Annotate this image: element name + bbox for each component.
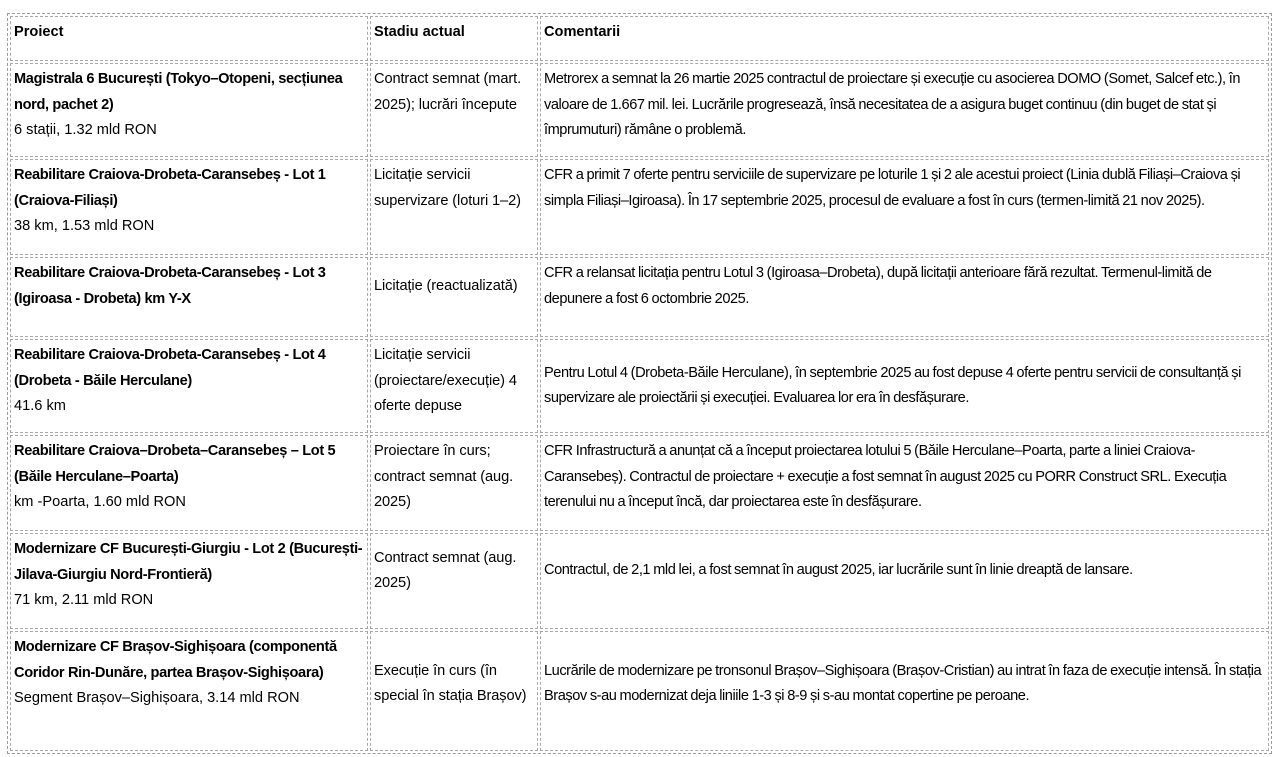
table-row: [10, 257, 1269, 337]
comment-text: Lucrările de modernizare pe tronsonul Brașov–Sighișoara (Brașov-Cristian) au intrat în faza de execuție intensă. În stația Brașov s-au modernizat deja liniile 1-3 și 8-9 și s-au montat copertine pe peroane.: [544, 662, 1262, 704]
comment-cell: Metrorex a semnat la 26 martie 2025 contractul de proiectare și execuție cu asocierea DOMO (Somet, Salcef etc.), în valoare de 1.667 mil. lei. Lucrările progresează, însă necesitatea de a asigura buget continuu (din buget de stat și împrumuturi) rămâne o problemă.: [540, 63, 1269, 157]
comment-cell: CFR a relansat licitația pentru Lotul 3 (Igiroasa–Drobeta), după licitații anterioare fără rezultat. Termenul-limită de depunere a fost 6 octombrie 2025.: [540, 257, 1269, 337]
table-row: [10, 533, 1269, 629]
status-cell: [370, 631, 538, 751]
status-cell: Proiectare în curs; contract semnat (aug. 2025): [370, 435, 538, 531]
project-title: Reabilitare Craiova-Drobeta-Caransebeș - Lot 1 (Craiova-Filiași): [14, 167, 326, 209]
project-detail: km -Poarta, 1.60 mld RON: [14, 494, 186, 510]
project-detail: 38 km, 1.53 mld RON: [14, 218, 155, 234]
project-title: Reabilitare Craiova-Drobeta-Caransebeș - Lot 4 (Drobeta - Băile Herculane): [14, 347, 326, 389]
project-cell: [10, 339, 368, 433]
table-row: [10, 159, 1269, 255]
status-cell: [370, 339, 538, 433]
comment-cell: [540, 631, 1269, 751]
status-cell: [370, 533, 538, 629]
comment-cell: CFR a primit 7 oferte pentru serviciile de supervizare pe loturile 1 și 2 ale acestui proiect (Linia dublă Filiași–Craiova și simpla Filiași–Igiroasa). În 17 septembrie 2025, procesul de evaluare a fost în curs (termen-limită 21 nov 2025).: [540, 159, 1269, 255]
project-cell: [10, 533, 368, 629]
table-row: [10, 63, 1269, 157]
project-title: Reabilitare Craiova-Drobeta-Caransebeș - Lot 3 (Igiroasa - Drobeta) km Y-X: [14, 265, 326, 307]
table-row: [10, 435, 1269, 531]
project-detail: Segment Brașov–Sighișoara, 3.14 mld RON: [14, 690, 300, 706]
project-title: Modernizare CF București-Giurgiu - Lot 2 (București-Jilava-Giurgiu Nord-Frontieră): [14, 541, 363, 583]
comment-cell: Pentru Lotul 4 (Drobeta-Băile Herculane), în septembrie 2025 au fost depuse 4 oferte pentru servicii de consultanță și supervizare ale proiectării și execuției. Evaluarea lor era în desfășurare.: [540, 339, 1269, 433]
project-detail: 41.6 km: [14, 398, 66, 414]
project-cell: [10, 257, 368, 337]
header-comentarii: [540, 16, 1269, 61]
comment-cell: [540, 533, 1269, 629]
comment-cell: CFR Infrastructură a anunțat că a început proiectarea lotului 5 (Băile Herculane–Poarta, parte a liniei Craiova-Caransebeș). Contractul de proiectare + execuție a fost semnat în august 2025 cu PORR Construct SRL. Execuția terenului nu a început încă, dar proiectarea este în desfășurare.: [540, 435, 1269, 531]
status-text: Contract semnat (aug. 2025): [374, 549, 517, 591]
status-cell: Licitație servicii supervizare (loturi 1–2): [370, 159, 538, 255]
header-label: Proiect: [14, 24, 64, 40]
project-cell: [10, 631, 368, 751]
comment-text: Contractul, de 2,1 mld lei, a fost semnat în august 2025, iar lucrările sunt în linie dreaptă de lansare.: [544, 562, 1133, 579]
status-text: Licitație servicii (proiectare/execuție) 4 oferte depuse: [374, 347, 517, 414]
project-cell: [10, 159, 368, 255]
status-cell: Licitație (reactualizată): [370, 257, 538, 337]
project-title: Reabilitare Craiova–Drobeta–Caransebeș – Lot 5 (Băile Herculane–Poarta): [14, 443, 336, 485]
table-row: [10, 631, 1269, 751]
status-text: Execuție în curs (în special în stația Brașov): [374, 662, 527, 704]
table-row: [10, 339, 1269, 433]
status-cell: Contract semnat (mart. 2025); lucrări începute: [370, 63, 538, 157]
project-cell: [10, 63, 368, 157]
project-detail: 6 stații, 1.32 mld RON: [14, 122, 157, 138]
header-label: Stadiu actual: [374, 24, 465, 40]
projects-table: [7, 13, 1272, 754]
project-detail: 71 km, 2.11 mld RON: [14, 592, 154, 608]
header-label: Comentarii: [544, 24, 621, 40]
header-proiect: [10, 16, 368, 61]
project-cell: [10, 435, 368, 531]
project-title: Magistrala 6 București (Tokyo–Otopeni, secțiunea nord, pachet 2): [14, 71, 343, 113]
project-title: Modernizare CF Brașov-Sighișoara (componentă Coridor Rin-Dunăre, partea Brașov-Sighișoara): [14, 639, 337, 681]
table-header-row: [10, 16, 1269, 61]
header-stadiu: [370, 16, 538, 61]
